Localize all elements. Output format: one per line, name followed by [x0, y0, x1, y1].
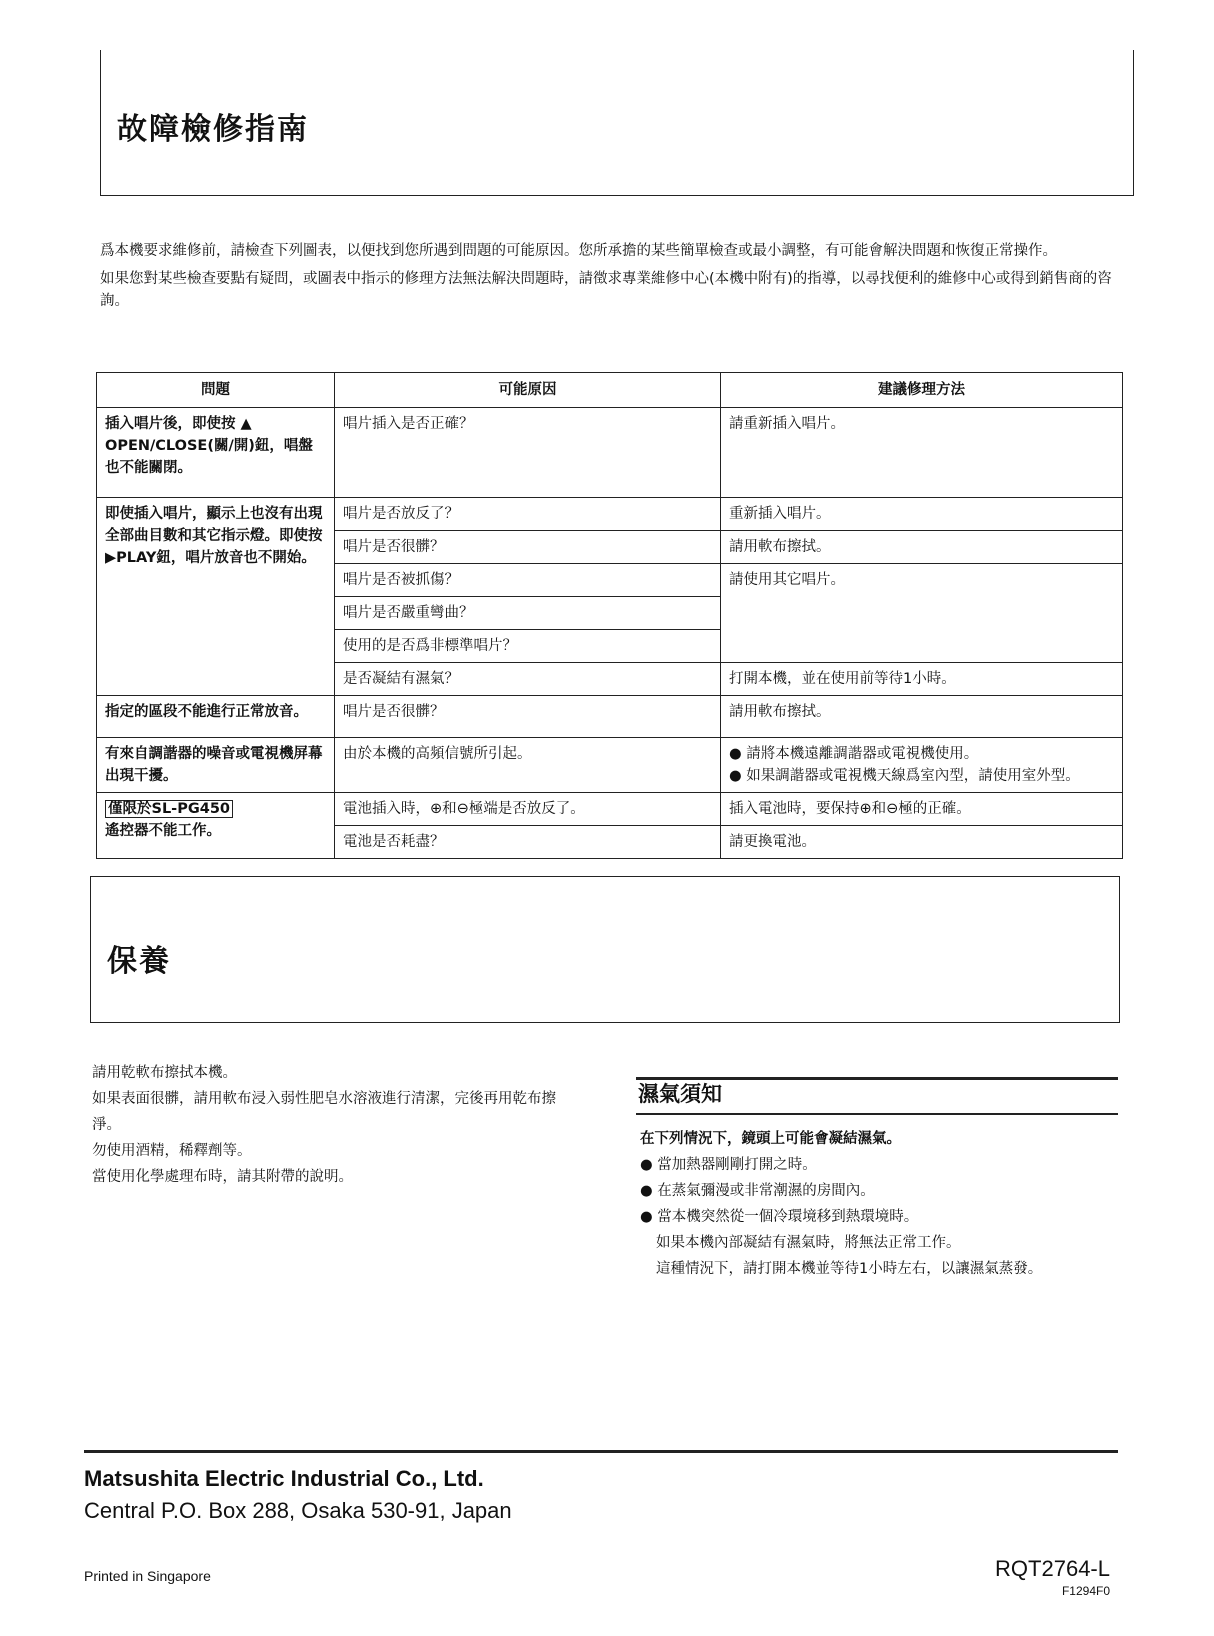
cause-cell: 唱片是否很髒？: [335, 696, 721, 738]
remedy-cell: 請使用其它唱片。: [721, 564, 1123, 663]
footer-rule: [84, 1450, 1118, 1453]
problem-cell: 有來自調諧器的噪音或電視機屏幕出現干擾。: [97, 738, 335, 793]
printed-in: Printed in Singapore: [84, 1568, 211, 1584]
remedy-cell: 請重新插入唱片。: [721, 408, 1123, 498]
table-row: [97, 696, 1123, 738]
document-subcode: F1294F0: [1061, 1584, 1110, 1598]
condensation-title: 濕氣須知: [638, 1082, 722, 1106]
condensation-note: 這種情況下，請打開本機並等待1小時左右，以讓濕氣蒸發。: [656, 1261, 1043, 1277]
remedy-cell: 請用軟布擦拭。: [721, 531, 1123, 564]
remedy-bullet: ● 如果調諧器或電視機天線爲室內型，請使用室外型。: [729, 765, 1114, 787]
condensation-note: 如果本機內部凝結有濕氣時，將無法正常工作。: [656, 1235, 961, 1251]
company-address: Central P.O. Box 288, Osaka 530-91, Japan: [84, 1498, 512, 1523]
troubleshooting-title: 故障檢修指南: [117, 112, 309, 147]
remedy-cell: 請更換電池。: [721, 826, 1123, 859]
problem-cell: 即使插入唱片，顯示上也沒有出現全部曲目數和其它指示燈。即使按▶PLAY鈕，唱片放音也不開始。: [97, 498, 335, 696]
cause-cell: 唱片是否嚴重彎曲？: [335, 597, 721, 630]
header-remedy: 建議修理方法: [721, 373, 1123, 408]
table-row: [97, 498, 1123, 531]
document-code: RQT2764-L: [995, 1556, 1110, 1581]
cause-cell: 是否凝結有濕氣？: [335, 663, 721, 696]
condensation-bullet: ● 當加熱器剛剛打開之時。: [640, 1157, 817, 1173]
table-row: [97, 738, 1123, 793]
care-line: 如果表面很髒，請用軟布浸入弱性肥皂水溶液進行清潔，完後再用乾布擦淨。: [92, 1091, 556, 1133]
cause-cell: 由於本機的高頻信號所引起。: [335, 738, 721, 793]
intro-paragraph-1: 爲本機要求維修前，請檢查下列圖表，以便找到您所遇到問題的可能原因。您所承擔的某些簡單檢查或最小調整，有可能會解決問題和恢復正常操作。: [100, 243, 1057, 259]
remedy-cell: 插入電池時，要保持⊕和⊖極的正確。: [721, 793, 1123, 826]
cause-cell: 唱片是否很髒？: [335, 531, 721, 564]
cause-cell: 電池是否耗盡？: [335, 826, 721, 859]
remote-problem-text: 遙控器不能工作。: [105, 823, 221, 839]
condensation-bullet: ● 在蒸氣彌漫或非常潮濕的房間內。: [640, 1183, 875, 1199]
remedy-cell: [721, 738, 1123, 793]
care-text: [92, 1060, 582, 1190]
remedy-cell: 請用軟布擦拭。: [721, 696, 1123, 738]
cause-cell: 唱片是否放反了？: [335, 498, 721, 531]
table-header-row: [97, 373, 1123, 408]
condensation-text: [640, 1126, 1120, 1282]
care-header-box: [90, 876, 1120, 1023]
care-title: 保養: [107, 944, 171, 979]
troubleshooting-intro: [100, 240, 1130, 318]
table-row: [97, 408, 1123, 498]
cause-cell: 唱片是否被抓傷？: [335, 564, 721, 597]
remedy-bullet: ● 請將本機遠離調諧器或電視機使用。: [729, 743, 1114, 765]
care-line: 請用乾軟布擦拭本機。: [92, 1065, 237, 1081]
intro-paragraph-2: 如果您對某些檢查要點有疑問，或圖表中指示的修理方法無法解決問題時，請徵求專業維修中心(本機中附有)的指導，以尋找便利的維修中心或得到銷售商的咨詢。: [100, 271, 1112, 309]
problem-cell: 指定的區段不能進行正常放音。: [97, 696, 335, 738]
problem-cell: [97, 793, 335, 859]
condensation-bottom-rule: [636, 1113, 1118, 1115]
company-name: Matsushita Electric Industrial Co., Ltd.: [84, 1466, 484, 1491]
model-limit-label: 僅限於SL-PG450: [105, 800, 233, 818]
remedy-cell: 打開本機，並在使用前等待1小時。: [721, 663, 1123, 696]
condensation-lead: 在下列情況下，鏡頭上可能會凝結濕氣。: [640, 1131, 901, 1147]
care-line: 當使用化學處理布時，請其附帶的說明。: [92, 1169, 353, 1185]
troubleshooting-table: [96, 372, 1123, 859]
care-line: 勿使用酒精，稀釋劑等。: [92, 1143, 252, 1159]
condensation-bullet: ● 當本機突然從一個冷環境移到熱環境時。: [640, 1209, 919, 1225]
cause-cell: 電池插入時，⊕和⊖極端是否放反了。: [335, 793, 721, 826]
header-cause: 可能原因: [335, 373, 721, 408]
cause-cell: 唱片插入是否正確？: [335, 408, 721, 498]
problem-cell: 插入唱片後，即使按 ▲ OPEN/CLOSE(關/開)鈕，唱盤也不能關閉。: [97, 408, 335, 498]
remedy-cell: 重新插入唱片。: [721, 498, 1123, 531]
cause-cell: 使用的是否爲非標準唱片？: [335, 630, 721, 663]
header-problem: 問題: [97, 373, 335, 408]
table-row: [97, 793, 1123, 826]
